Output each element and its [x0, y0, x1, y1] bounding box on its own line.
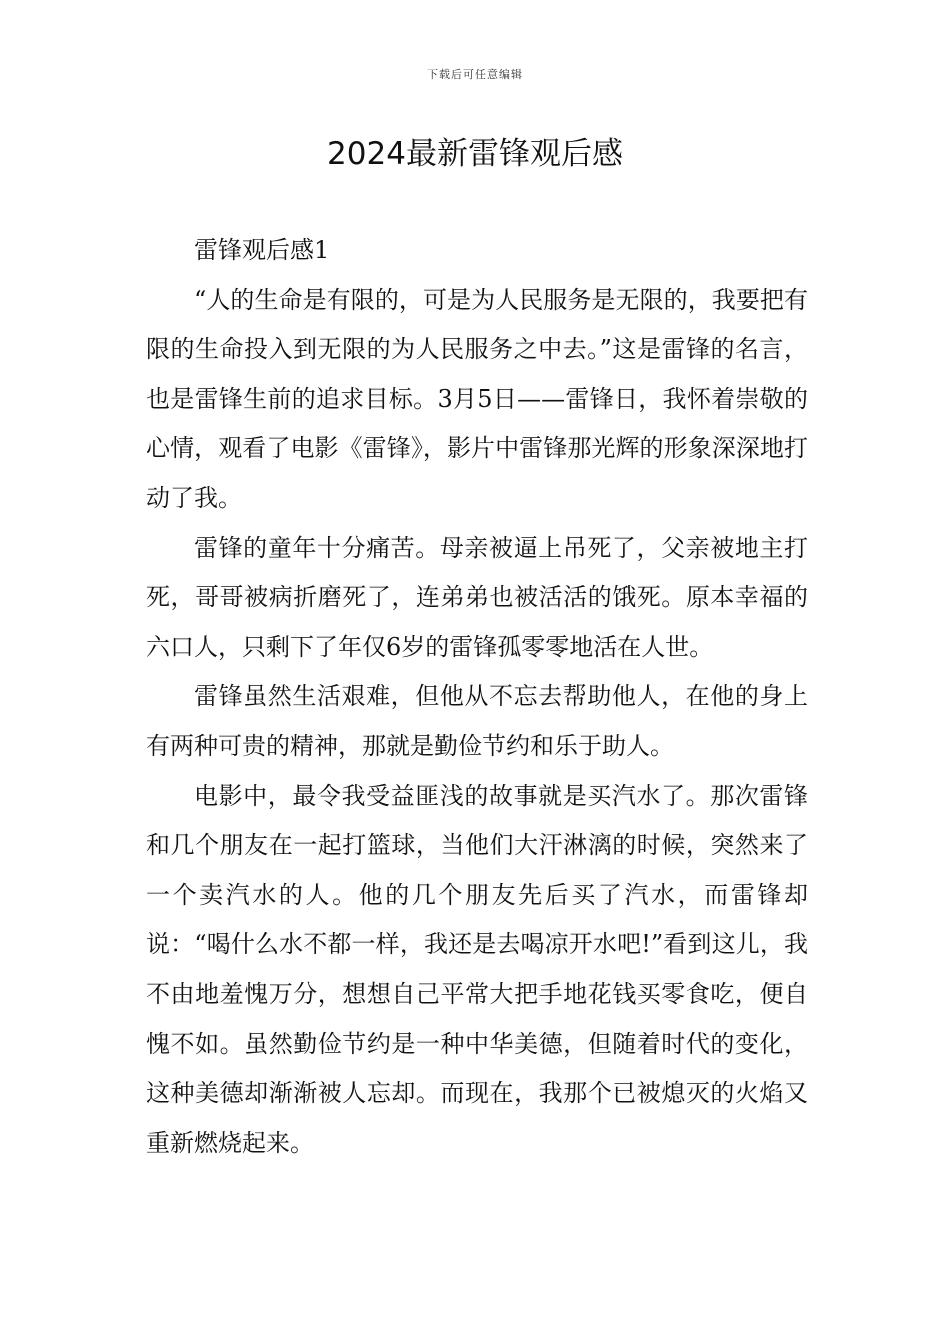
document-title: 2024最新雷锋观后感 [327, 136, 623, 172]
paragraph: 雷锋虽然生活艰难，但他从不忘去帮助他人，在他的身上有两种可贵的精神，那就是勤俭节约和乐于助人。 [146, 682, 808, 760]
paragraph: 雷锋的童年十分痛苦。母亲被逼上吊死了，父亲被地主打死，哥哥被病折磨死了，连弟弟也被活活的饿死。原本幸福的六口人，只剩下了年仅6岁的雷锋孤零零地活在人世。 [146, 533, 808, 661]
paragraph: “人的生命是有限的，可是为人民服务是无限的，我要把有限的生命投入到无限的为人民服务之中去。”这是雷锋的名言，也是雷锋生前的追求目标。3月5日——雷锋日，我怀着崇敬的心情，观看了电影《雷锋》，影片中雷锋那光辉的形象深深地打动了我。 [146, 285, 808, 512]
paragraph: 电影中，最令我受益匪浅的故事就是买汽水了。那次雷锋和几个朋友在一起打篮球，当他们大汗淋漓的时候，突然来了一个卖汽水的人。他的几个朋友先后买了汽水，而雷锋却说：“喝什么水不都一样，我还是去喝凉开水吧!”看到这儿，我不由地羞愧万分，想想自己平常大把手地花钱买零食吃，便自愧不如。虽然勤俭节约是一种中华美德，但随着时代的变化，这种美德却渐渐被人忘却。而现在，我那个已被熄灭的火焰又重新燃烧起来。 [146, 781, 808, 1157]
document-body [146, 226, 808, 1168]
header-note: 下载后可任意编辑 [427, 68, 523, 81]
section-heading: 雷锋观后感1 [194, 236, 330, 264]
